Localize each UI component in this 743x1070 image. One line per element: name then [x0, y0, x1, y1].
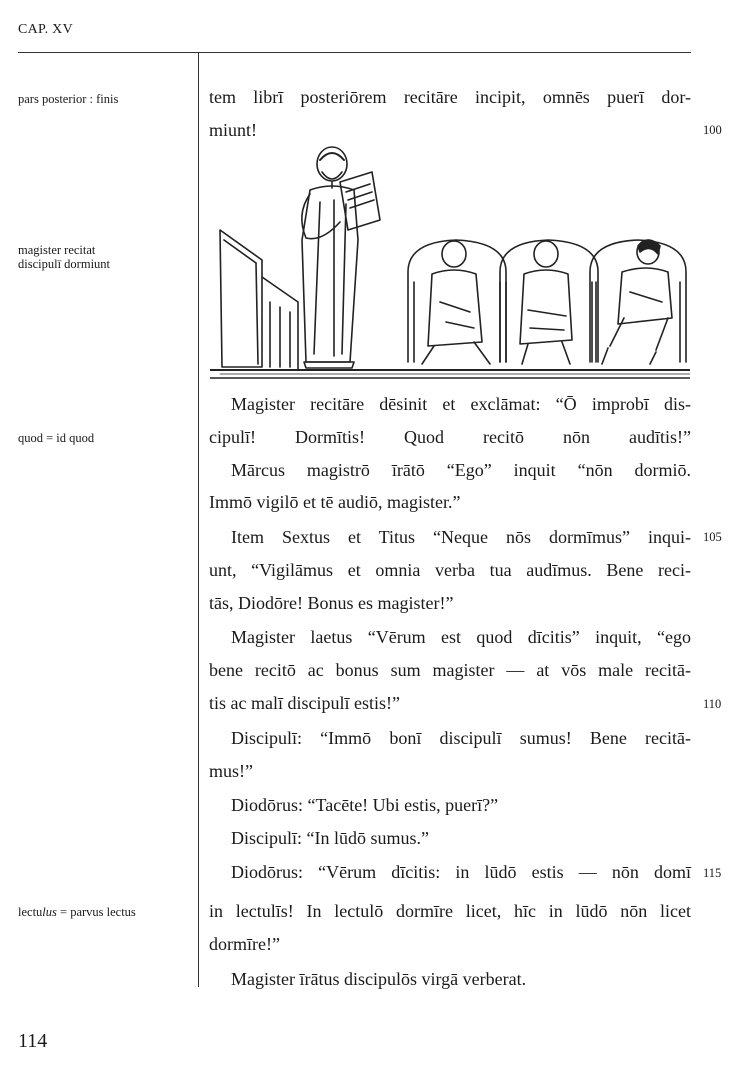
text-line: Magister recitāre dēsinit et exclāmat: “Ō improbī dis- — [231, 394, 691, 414]
line-number: 110 — [703, 697, 722, 711]
text-line: cipulī! Dormītis! Quod recitō nōn audītis!” — [209, 427, 691, 447]
margin-note-pars-posterior: pars posterior : finis — [18, 92, 119, 106]
text-line: bene recitō ac bonus sum magister — at vōs male recitā- — [209, 660, 691, 680]
line-number: 105 — [703, 530, 722, 544]
text-line: Magister īrātus discipulōs virgā verberat. — [231, 969, 527, 989]
line-number: 100 — [703, 123, 722, 137]
text-line: in lectulīs! In lectulō dormīre licet, hīc in lūdō nōn licet — [209, 901, 691, 921]
margin-note-part: lectu — [18, 905, 43, 919]
text-line: Diodōrus: “Vērum dīcitis: in lūdō estis — nōn domī — [231, 862, 691, 882]
margin-note-line: discipulī dormiunt — [18, 257, 111, 271]
margin-note-lectulus — [18, 905, 188, 919]
text-line: Item Sextus et Titus “Neque nōs dormīmus” inqui- — [231, 527, 691, 547]
chapter-header: CAP. XV — [18, 22, 74, 37]
text-line: Discipulī: “Immō bonī discipulī sumus! Bene recitā- — [231, 728, 691, 748]
text-line: dormīre!” — [209, 934, 280, 954]
margin-note-magister-recitat — [18, 243, 188, 271]
margin-note-line: magister recitat — [18, 243, 96, 257]
text-line: Magister laetus “Vērum est quod dīcitis” inquit, “ego — [231, 627, 691, 647]
text-line: Mārcus magistrō īrātō “Ego” inquit “nōn dormiō. — [231, 460, 691, 480]
text-line: tis ac malī discipulī estis!” — [209, 693, 400, 713]
text-line: unt, “Vigilāmus et omnia verba tua audīmus. Bene reci- — [209, 560, 691, 580]
text-line: Diodōrus: “Tacēte! Ubi estis, puerī?” — [231, 795, 499, 815]
margin-note-italic: lus — [42, 905, 57, 919]
margin-note-part: = parvus lectus — [56, 905, 136, 919]
classroom-illustration — [210, 142, 690, 382]
margin-divider — [198, 52, 199, 987]
text-line: Immō vigilō et tē audiō, magister.” — [209, 492, 461, 512]
header-rule — [18, 52, 691, 53]
margin-note-quod: quod = id quod — [18, 431, 95, 445]
text-line: Discipulī: “In lūdō sumus.” — [231, 828, 429, 848]
line-number: 115 — [703, 866, 722, 880]
text-line: tem librī posteriōrem recitāre incipit, omnēs puerī dor- — [209, 87, 691, 107]
page-number: 114 — [18, 1030, 48, 1052]
text-line: tās, Diodōre! Bonus es magister!” — [209, 593, 454, 613]
text-line: mus!” — [209, 761, 253, 781]
text-line: miunt! — [209, 120, 257, 140]
